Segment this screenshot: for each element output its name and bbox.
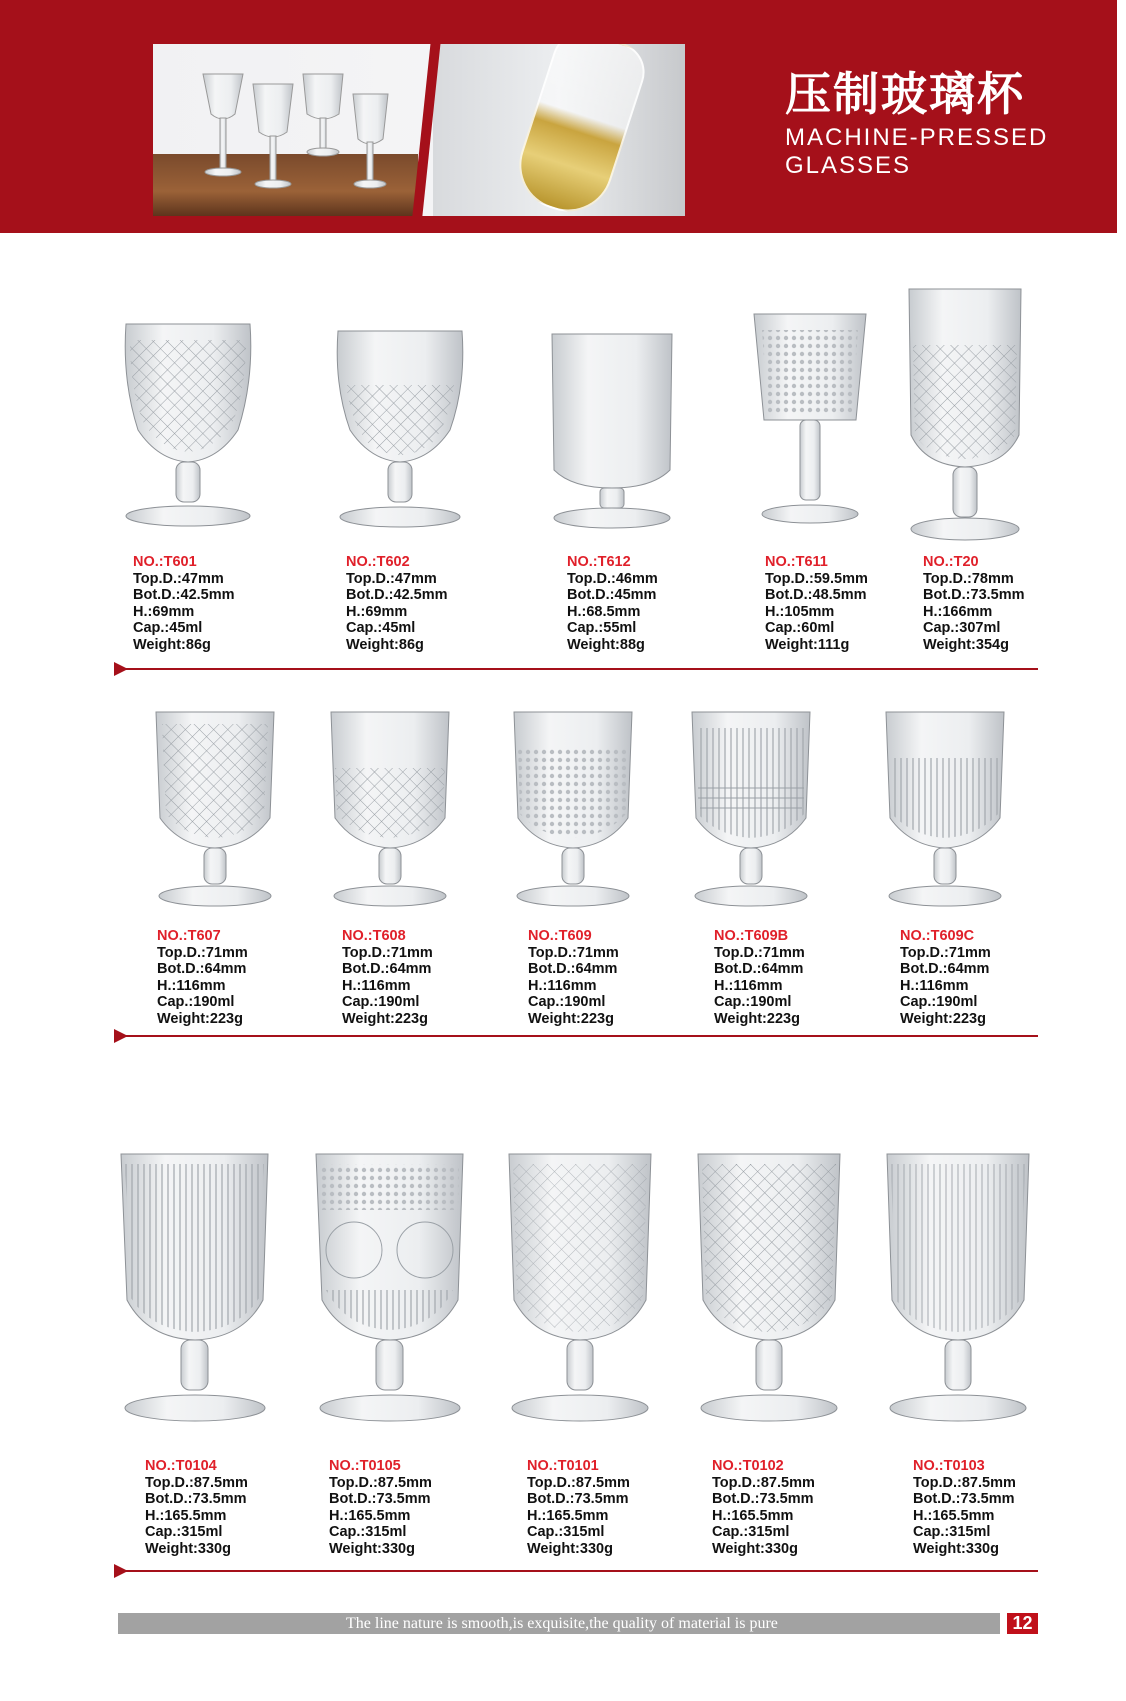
weight: Weight:86g [133,636,211,653]
product-spec-t611 [765,554,868,653]
height: H.:165.5mm [145,1507,227,1524]
product-number: NO.:T0105 [329,1458,401,1474]
page-title-english [785,124,1085,180]
top-diameter: Top.D.:78mm [923,570,1014,587]
glass-image-t611 [750,310,870,530]
capacity: Cap.:190ml [528,994,606,1010]
product-number: NO.:T609 [528,928,592,944]
height: H.:166mm [923,603,993,620]
weight: Weight:330g [145,1540,231,1557]
height: H.:116mm [528,977,597,994]
product-spec-t602 [346,554,448,653]
product-number: NO.:T609B [714,928,789,944]
row-divider [116,1035,1038,1037]
glass-image-t609 [508,708,638,908]
weight: Weight:330g [329,1540,415,1557]
weight: Weight:330g [527,1540,613,1557]
capacity: Cap.:190ml [714,994,792,1010]
goblets-image [183,54,413,204]
product-spec-t20 [923,554,1025,653]
product-number: NO.:T0102 [712,1458,784,1474]
height: H.:116mm [900,977,969,994]
bottom-diameter: Bot.D.:73.5mm [923,587,1025,603]
glass-image-t607 [150,708,280,908]
page-number: 12 [1007,1613,1038,1634]
product-spec-t609c [900,928,991,1027]
glass-image-t601 [118,320,258,530]
height: H.:116mm [342,977,411,994]
capacity: Cap.:315ml [712,1524,790,1540]
product-spec-t612 [567,554,658,653]
capacity: Cap.:315ml [145,1524,223,1540]
header-banner [0,0,1117,233]
weight: Weight:330g [712,1540,798,1557]
glass-image-t612 [542,330,682,530]
product-spec-t601 [133,554,235,653]
capacity: Cap.:55ml [567,620,637,636]
capacity: Cap.:45ml [346,620,416,636]
glass-image-t609b [686,708,816,908]
weight: Weight:223g [342,1010,428,1027]
top-diameter: Top.D.:59.5mm [765,570,868,587]
product-number: NO.:T608 [342,928,406,944]
bottom-diameter: Bot.D.:73.5mm [329,1491,431,1507]
height: H.:105mm [765,603,835,620]
champagne-flute-image [508,44,653,216]
glass-image-t609c [880,708,1010,908]
bottom-diameter: Bot.D.:48.5mm [765,587,867,603]
product-spec-t0102 [712,1458,815,1557]
weight: Weight:223g [157,1010,243,1027]
height: H.:165.5mm [712,1507,794,1524]
product-spec-t608 [342,928,433,1027]
bottom-diameter: Bot.D.:73.5mm [913,1491,1015,1507]
capacity: Cap.:315ml [527,1524,605,1540]
glass-image-t0101 [505,1150,655,1425]
top-diameter: Top.D.:46mm [567,570,658,587]
height: H.:116mm [714,977,783,994]
top-diameter: Top.D.:71mm [528,944,619,961]
product-spec-t0103 [913,1458,1016,1557]
glass-image-t608 [325,708,455,908]
glass-image-t0102 [694,1150,844,1425]
row-divider [116,1570,1038,1572]
height: H.:165.5mm [527,1507,609,1524]
top-diameter: Top.D.:71mm [342,944,433,961]
weight: Weight:223g [528,1010,614,1027]
product-spec-t607 [157,928,248,1027]
footer-tagline: The line nature is smooth,is exquisite,the quality of material is pure [346,1615,778,1632]
weight: Weight:223g [714,1010,800,1027]
glass-image-t0105 [312,1150,467,1425]
height: H.:116mm [157,977,226,994]
capacity: Cap.:315ml [329,1524,407,1540]
top-diameter: Top.D.:71mm [157,944,248,961]
bottom-diameter: Bot.D.:64mm [900,961,990,977]
banner-photo [153,44,685,216]
product-number: NO.:T607 [157,928,221,944]
capacity: Cap.:190ml [157,994,235,1010]
row-divider [116,668,1038,670]
top-diameter: Top.D.:47mm [133,570,224,587]
capacity: Cap.:60ml [765,620,835,636]
glass-image-t20 [905,285,1025,543]
top-diameter: Top.D.:87.5mm [145,1474,248,1491]
product-number: NO.:T602 [346,554,410,570]
bottom-diameter: Bot.D.:73.5mm [527,1491,629,1507]
capacity: Cap.:315ml [913,1524,991,1540]
top-diameter: Top.D.:87.5mm [329,1474,432,1491]
capacity: Cap.:307ml [923,620,1001,636]
glass-image-t602 [330,325,470,530]
bottom-diameter: Bot.D.:42.5mm [346,587,448,603]
product-spec-t609 [528,928,619,1027]
product-number: NO.:T611 [765,554,828,570]
product-number: NO.:T0104 [145,1458,217,1474]
glass-image-t0103 [883,1150,1033,1425]
product-spec-t0101 [527,1458,630,1557]
capacity: Cap.:190ml [342,994,420,1010]
product-number: NO.:T20 [923,554,979,570]
page-title-chinese: 压制玻璃杯 [785,67,1025,121]
bottom-diameter: Bot.D.:64mm [528,961,618,977]
product-spec-t0104 [145,1458,248,1557]
top-diameter: Top.D.:71mm [714,944,805,961]
height: H.:68.5mm [567,603,641,620]
product-spec-t0105 [329,1458,432,1557]
bottom-diameter: Bot.D.:73.5mm [145,1491,247,1507]
footer-bar [118,1613,1000,1634]
top-diameter: Top.D.:87.5mm [527,1474,630,1491]
weight: Weight:86g [346,636,424,653]
title-en-line2: GLASSES [785,152,912,179]
top-diameter: Top.D.:87.5mm [712,1474,815,1491]
height: H.:165.5mm [329,1507,411,1524]
height: H.:69mm [346,603,408,620]
bottom-diameter: Bot.D.:64mm [714,961,804,977]
title-en-line1: MACHINE-PRESSED [785,124,1049,151]
champagne-photo [433,44,685,216]
glass-image-t0104 [117,1150,272,1425]
weight: Weight:330g [913,1540,999,1557]
product-number: NO.:T0101 [527,1458,599,1474]
height: H.:69mm [133,603,195,620]
top-diameter: Top.D.:87.5mm [913,1474,1016,1491]
bottom-diameter: Bot.D.:64mm [342,961,432,977]
weight: Weight:88g [567,636,645,653]
product-number: NO.:T0103 [913,1458,985,1474]
product-spec-t609b [714,928,805,1027]
bottom-diameter: Bot.D.:45mm [567,587,657,603]
top-diameter: Top.D.:71mm [900,944,991,961]
product-number: NO.:T612 [567,554,631,570]
product-number: NO.:T601 [133,554,197,570]
top-diameter: Top.D.:47mm [346,570,437,587]
product-number: NO.:T609C [900,928,975,944]
bottom-diameter: Bot.D.:42.5mm [133,587,235,603]
weight: Weight:111g [765,636,850,653]
weight: Weight:354g [923,636,1009,653]
bottom-diameter: Bot.D.:64mm [157,961,247,977]
height: H.:165.5mm [913,1507,995,1524]
weight: Weight:223g [900,1010,986,1027]
capacity: Cap.:45ml [133,620,203,636]
capacity: Cap.:190ml [900,994,978,1010]
bottom-diameter: Bot.D.:73.5mm [712,1491,814,1507]
